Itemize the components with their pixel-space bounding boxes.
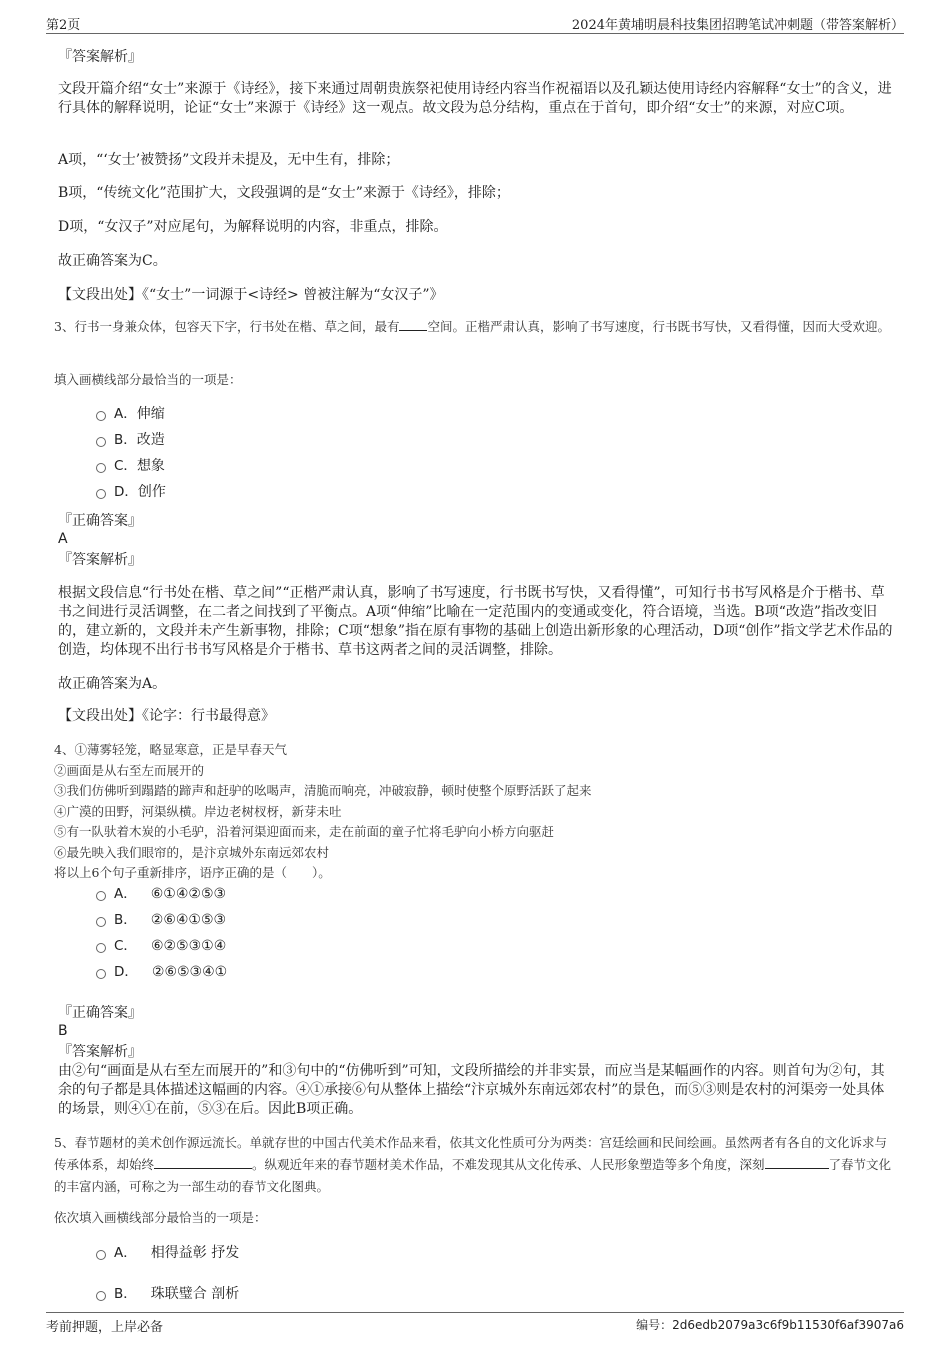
radio-icon[interactable] (96, 943, 106, 953)
fill-blank (399, 318, 427, 331)
q3-option-b[interactable]: B． 改造 (96, 430, 165, 450)
document-serial: 编号：2d6edb2079a3c6f9b11530f6af3907a6 (636, 1318, 904, 1332)
q3-option-d[interactable]: D． 创作 (96, 482, 166, 502)
q2-option-b-note: B项，“传统文化”范围扩大，文段强调的是“女士”来源于《诗经》，排除； (58, 185, 510, 201)
q2-analysis-text: 文段开篇介绍“女士”来源于《诗经》，接下来通过周朝贵族祭祀使用诗经内容当作祝福语以及孔颖达使用诗经内容解释“女士”的含义，进行具体的解释说明，论证“女士”来源于《诗经》这一观点。故文段为总分结构，重点在于首句，即介绍“女士”的来源，对应C项。 (58, 81, 892, 116)
q4-option-a[interactable]: A． ⑥①④②⑤③ (96, 884, 226, 904)
q3-prompt: 填入画横线部分最恰当的一项是： (54, 372, 242, 387)
q5-stem: 5、春节题材的美术创作源远流长。单就存世的中国古代美术作品来看，依其文化性质可分为两类：宫廷绘画和民间绘画。虽然两者有各自的文化诉求与传承体系，却始终 。纵观近年来的春节题材美术作品，不难发现其从文化传承、人民形象塑造等多个角度，深刻 了春节文化的丰富内涵，可称之为一部生动的春节文化图典。 (54, 1135, 892, 1194)
q2-option-a-note: A项，“‘女士’被赞扬”文段并未提及，无中生有，排除； (58, 152, 400, 168)
q3-option-c[interactable]: C． 想象 (96, 456, 165, 476)
q5-option-a[interactable]: A． 相得益彰 抒发 (96, 1243, 239, 1263)
radio-icon[interactable] (96, 463, 106, 473)
fill-blank (765, 1156, 829, 1169)
q3-source: 【文段出处】《论字：行书最得意》 (58, 708, 275, 724)
q3-option-a[interactable]: A． 伸缩 (96, 404, 165, 424)
q4-answer-label: 『正确答案』 (58, 1005, 142, 1021)
q5-option-b[interactable]: B． 珠联璧合 剖析 (96, 1284, 239, 1304)
radio-icon[interactable] (96, 1250, 106, 1260)
q3-answer: A (58, 531, 68, 547)
page-number: 第2页 (46, 18, 81, 33)
radio-icon[interactable] (96, 917, 106, 927)
fill-blank (154, 1156, 252, 1169)
q2-option-d-note: D项，“女汉子”对应尾句，为解释说明的内容，非重点，排除。 (58, 219, 448, 235)
q4-analysis-label: 『答案解析』 (58, 1044, 142, 1060)
q4-option-d[interactable]: D． ②⑥⑤③④① (96, 962, 227, 982)
q2-analysis-label: 『答案解析』 (58, 49, 142, 65)
q4-analysis: 由②句“画面是从右至左而展开的”和③句中的“仿佛听到”可知，文段所描绘的并非实景，而应当是某幅画作的内容。则首句为②句，其余的句子都是具体描述这幅画的内容。④①承接⑥句从整体上描绘“汴京城外东南远郊农村”的景色，而⑤③则是农村的河渠旁一处具体的场景，则④①在前，⑤③在后。因此B项正确。 (58, 1063, 885, 1117)
q4-stem: 4、①薄雾轻笼，略显寒意，正是早春天气 ②画面是从右至左而展开的 ③我们仿佛听到蹋踏的蹄声和赶驴的吆喝声，清脆而响亮，冲破寂静，顿时使整个原野活跃了起来 ④广漠的田野，河渠纵横。岸边老树杈枒，新芽未吐 ⑤有一队驮着木炭的小毛驴，沿着河渠迎面而来，走在前面的童子忙将毛驴向小桥方向驱赶 ⑥最先映入我们眼帘的，是汴京城外东南远郊农村 将以上6个句子重新排序，语序正确的是（ ）。 (54, 742, 592, 880)
q3-stem: 3、行书一身兼众体，包容天下字，行书处在楷、草之间，最有 空间。正楷严肃认真，影响了书写速度，行书既书写快，又看得懂，因而大受欢迎。 (54, 319, 890, 334)
q5-prompt: 依次填入画横线部分最恰当的一项是： (54, 1210, 267, 1225)
q4-option-c[interactable]: C． ⑥②⑤③①④ (96, 936, 226, 956)
q3-conclusion: 故正确答案为A。 (58, 676, 167, 692)
radio-icon[interactable] (96, 489, 106, 499)
q4-answer: B (58, 1023, 68, 1039)
q3-answer-label: 『正确答案』 (58, 513, 142, 529)
q4-option-b[interactable]: B． ②⑥④①⑤③ (96, 910, 226, 930)
radio-icon[interactable] (96, 411, 106, 421)
q2-source: 【文段出处】《“女士”一词源于<诗经> 曾被注解为“女汉子”》 (58, 287, 444, 303)
q3-analysis-label: 『答案解析』 (58, 552, 142, 568)
document-title: 2024年黄埔明晨科技集团招聘笔试冲刺题（带答案解析） (571, 18, 904, 33)
q3-analysis: 根据文段信息“行书处在楷、草之间”“正楷严肃认真，影响了书写速度，行书既书写快，又看得懂”，可知行书书写风格是介于楷书、草书之间进行灵活调整，在二者之间找到了平衡点。A项“伸缩”比喻在一定范围内的变通或变化，符合语境，当选。B项“改造”指改变旧的，建立新的，文段并未产生新事物，排除；C项“想象”指在原有事物的基础上创造出新形象的心理活动，D项“创作”指文学艺术作品的创造，均体现不出行书书写风格是介于楷书、草书这两者之间的灵活调整，排除。 (58, 585, 893, 658)
footer-slogan: 考前押题，上岸必备 (46, 1320, 164, 1335)
radio-icon[interactable] (96, 1291, 106, 1301)
q2-conclusion: 故正确答案为C。 (58, 253, 167, 269)
radio-icon[interactable] (96, 891, 106, 901)
radio-icon[interactable] (96, 969, 106, 979)
page-header (46, 12, 904, 34)
page-footer (46, 1312, 904, 1334)
radio-icon[interactable] (96, 437, 106, 447)
